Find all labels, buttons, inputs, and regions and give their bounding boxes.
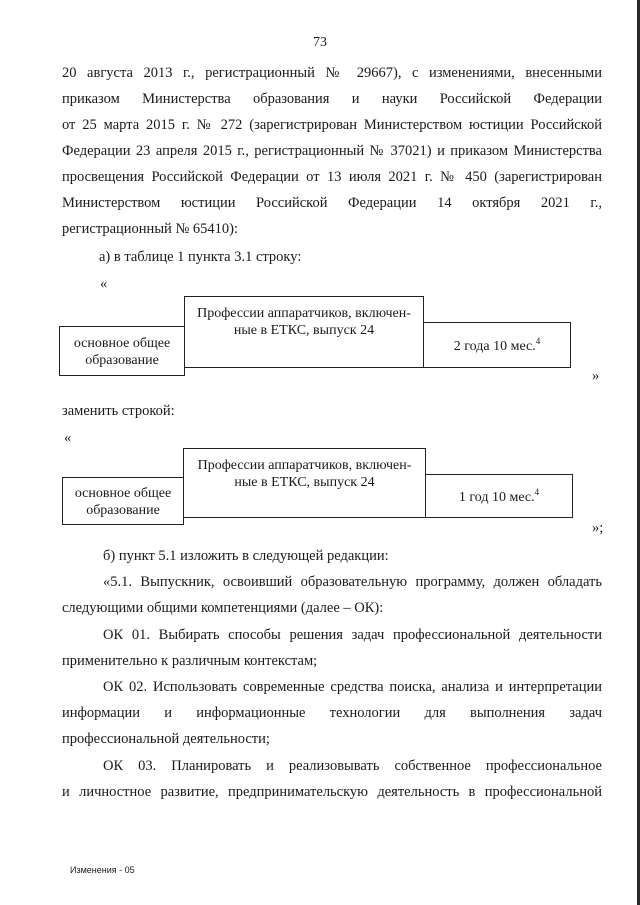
section-line: ОК 02. Использовать современные средства поиска, анализа и интерпретации: [103, 679, 602, 695]
page-number: 73: [313, 35, 327, 50]
intro-line: приказом Министерства образования и науки Российской Федерации: [62, 91, 602, 107]
footer-label: Изменения - 05: [70, 865, 135, 875]
profession-line: Профессии аппаратчиков, включен-: [197, 306, 411, 321]
education-line: основное общее: [74, 486, 172, 501]
intro-line: Федерации 23 апреля 2015 г., регистрационный № 37021) и приказом Министерства: [62, 143, 602, 159]
quote-close: »: [592, 368, 600, 384]
profession-line: Профессии аппаратчиков, включен-: [197, 458, 412, 473]
profession-line: ные в ЕТКС, выпуск 24: [234, 475, 375, 490]
education-line: основное общее: [73, 336, 171, 351]
item-a: а) в таблице 1 пункта 3.1 строку:: [99, 249, 302, 265]
education-line: образование: [86, 503, 160, 518]
duration-value: 2 года 10 мес.: [453, 339, 536, 354]
quote-open: «: [100, 276, 108, 292]
table-new-profession-cell: [183, 448, 426, 518]
intro-line: 20 августа 2013 г., регистрационный № 29667), с изменениями, внесенными: [62, 65, 602, 81]
intro-line: регистрационный № 65410):: [62, 221, 239, 237]
section-line: профессиональной деятельности;: [62, 731, 270, 747]
section-line: и личностное развитие, предпринимательскую деятельность в профессиональной: [62, 784, 602, 800]
table-old-education-cell: [59, 326, 185, 376]
section-line: следующими общими компетенциями (далее – ОК):: [62, 600, 384, 616]
table-new-education-cell: [62, 477, 184, 525]
quote-open: «: [64, 430, 72, 446]
section-line: ОК 03. Планировать и реализовывать собственное профессиональное: [103, 758, 602, 774]
education-line: образование: [85, 353, 159, 368]
replace-text: заменить строкой:: [62, 403, 175, 419]
table-old-profession-cell: [184, 296, 424, 368]
table-old-duration-cell: [423, 322, 571, 368]
section-line: информации и информационные технологии для выполнения задач: [62, 705, 602, 721]
quote-close-semicolon: »;: [592, 520, 604, 536]
intro-line: просвещения Российской Федерации от 13 июля 2021 г. № 450 (зарегистрирован: [62, 169, 602, 185]
section-line: применительно к различным контекстам;: [62, 653, 318, 669]
duration-value: 1 год 10 мес.: [458, 490, 535, 505]
section-line: «5.1. Выпускник, освоивший образовательную программу, должен обладать: [103, 574, 602, 590]
footnote-marker: 4: [535, 336, 541, 346]
table-new-duration-cell: [425, 474, 573, 518]
intro-line: Министерством юстиции Российской Федерации 14 октября 2021 г.,: [62, 195, 602, 211]
footnote-marker: 4: [534, 487, 540, 497]
section-line: ОК 01. Выбирать способы решения задач профессиональной деятельности: [103, 627, 602, 643]
profession-line: ные в ЕТКС, выпуск 24: [233, 323, 375, 338]
intro-line: от 25 марта 2015 г. № 272 (зарегистрирован Министерством юстиции Российской: [62, 117, 602, 133]
item-b: б) пункт 5.1 изложить в следующей редакции:: [103, 548, 389, 564]
